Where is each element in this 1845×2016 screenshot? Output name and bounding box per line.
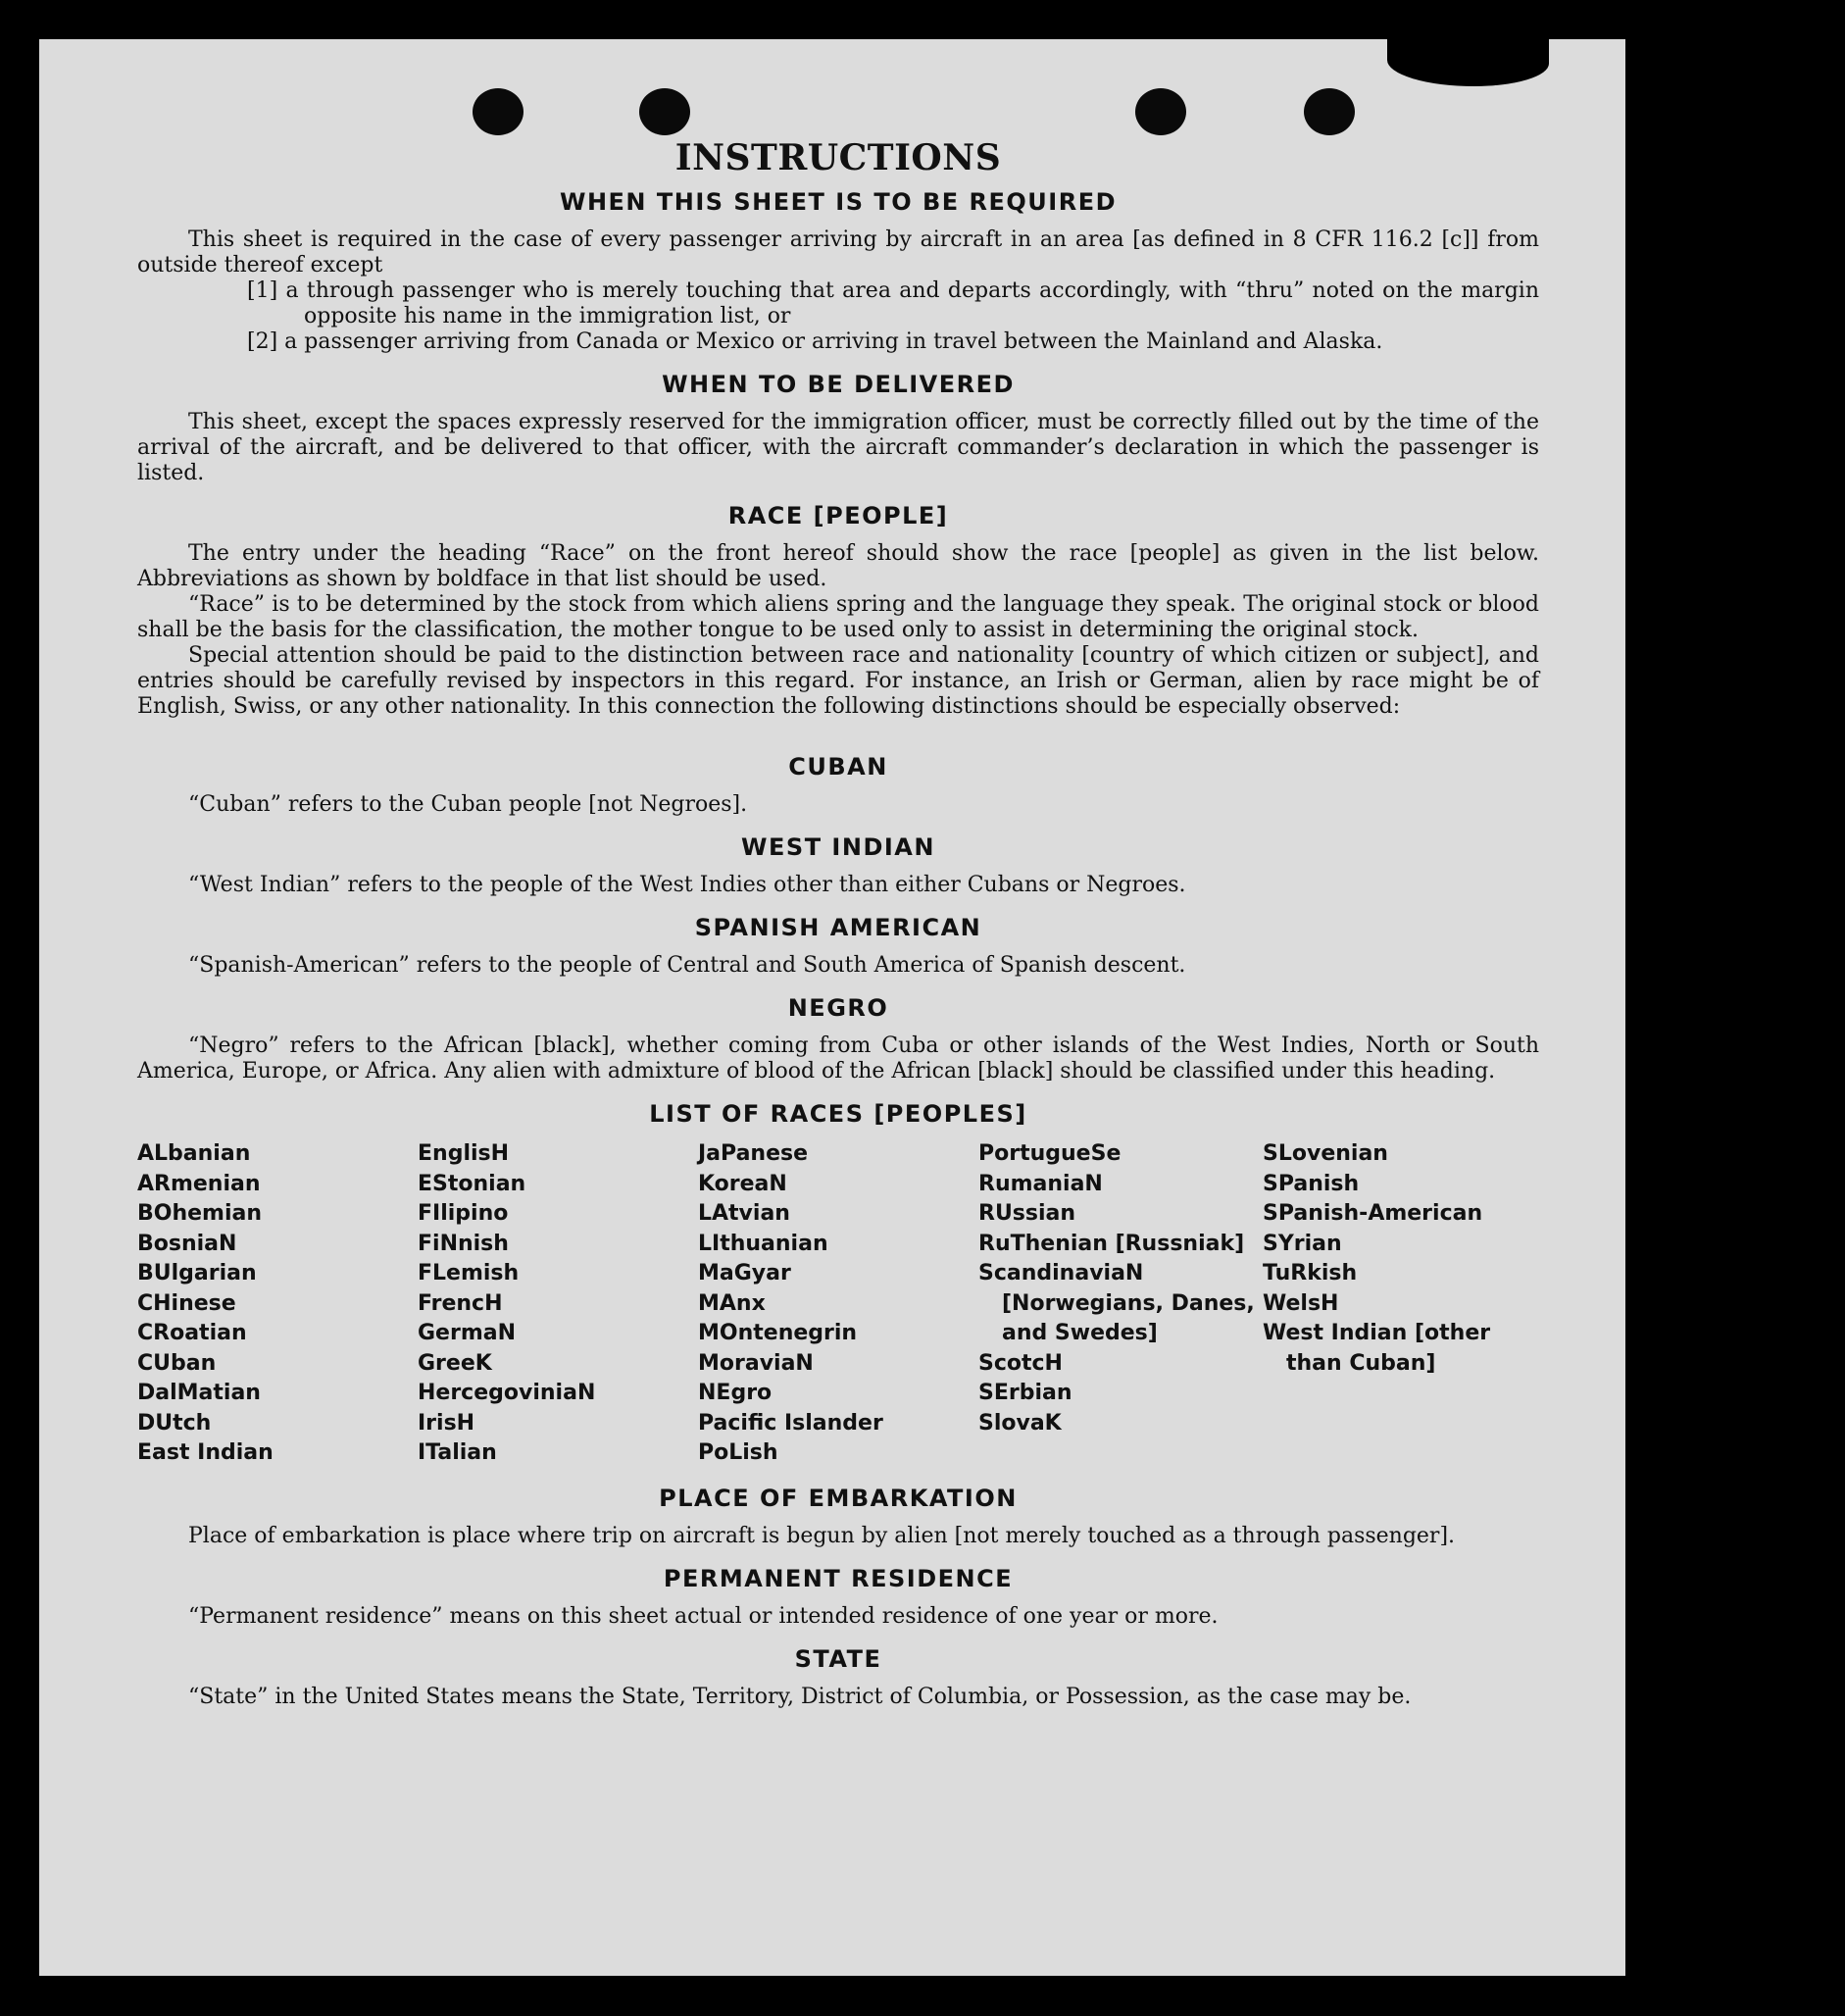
paragraph: “Race” is to be determined by the stock from which aliens spring and the language they speak. The original stock or blood shall be the basis for the classification, the mother tongue to be used only to assist in determining the original stock.: [137, 592, 1539, 642]
races-column: [137, 1139, 418, 1469]
section-heading: SPANISH AMERICAN: [694, 914, 982, 941]
page-title: INSTRUCTIONS: [674, 137, 1002, 178]
punch-hole-icon: [1135, 88, 1186, 135]
paragraph: This sheet, except the spaces expressly reserved for the immigration officer, must be correctly filled out by the time of the arrival of the aircraft, and be delivered to that officer, with the aircraft commander’s declaration in which the passenger is listed.: [137, 410, 1539, 485]
torn-corner: [1387, 37, 1549, 86]
race-item: SLovenian: [1263, 1141, 1388, 1166]
exception-item: [2] a passenger arriving from Canada or Mexico or arriving in travel between the Mainland and Alaska.: [247, 329, 1383, 354]
section-heading: WHEN THIS SHEET IS TO BE REQUIRED: [559, 188, 1118, 216]
paragraph: “Permanent residence” means on this sheet actual or intended residence of one year or more.: [188, 1603, 1219, 1629]
race-item: NEgro: [698, 1381, 773, 1405]
document-content: [137, 137, 1539, 1710]
race-item: EnglisH: [418, 1141, 510, 1166]
races-column: [418, 1139, 698, 1469]
race-item: Pacific Islander: [698, 1410, 883, 1436]
paragraph: Place of embarkation is place where trip on aircraft is begun by alien [not merely touched as a through passenger].: [188, 1523, 1456, 1548]
race-item: IrisH: [418, 1410, 475, 1436]
paragraph: “State” in the United States means the State, Territory, District of Columbia, or Possession, as the case may be.: [188, 1684, 1412, 1709]
paragraph: “West Indian” refers to the people of the West Indies other than either Cubans or Negroes.: [188, 873, 1186, 897]
race-item: RumaniaN: [978, 1171, 1103, 1196]
section-heading: STATE: [794, 1644, 882, 1673]
race-item: CHinese: [137, 1290, 236, 1316]
race-item: SErbian: [978, 1381, 1072, 1405]
race-item: HercegoviniaN: [418, 1381, 596, 1405]
paragraph: “Negro” refers to the African [black], whether coming from Cuba or other islands of the West Indies, North or South America, Europe, or Africa. Any alien with admixture of blood of the African [black] should be classified under this heading.: [137, 1033, 1539, 1084]
race-item: TuRkish: [1263, 1261, 1358, 1285]
race-item: GreeK: [418, 1350, 492, 1376]
section-heading: WHEN TO BE DELIVERED: [662, 371, 1015, 398]
race-item: SYrian: [1263, 1231, 1342, 1256]
race-item: SPanish-American: [1263, 1201, 1483, 1226]
race-item: SPanish: [1263, 1171, 1360, 1196]
section-heading: PERMANENT RESIDENCE: [663, 1564, 1014, 1592]
race-item: KoreaN: [698, 1171, 787, 1196]
race-item: DalMatian: [137, 1381, 261, 1405]
section-heading: PLACE OF EMBARKATION: [659, 1484, 1018, 1512]
races-column: [698, 1139, 978, 1469]
race-item: FrencH: [418, 1290, 503, 1316]
race-item: LAtvian: [698, 1201, 790, 1226]
exception-item: [1] a through passenger who is merely touching that area and departs accordingly, with “thru” noted on the margin opposite his name in the immigration list, or: [247, 278, 1539, 328]
race-item: LIthuanian: [698, 1231, 828, 1256]
race-item: West Indian [other than Cuban]: [1263, 1321, 1491, 1376]
races-column: [978, 1139, 1263, 1469]
section-heading: NEGRO: [787, 994, 889, 1022]
races-list: [137, 1139, 1539, 1469]
race-item: PortugueSe: [978, 1141, 1122, 1166]
document-page: [39, 39, 1625, 1976]
section-heading: RACE [PEOPLE]: [727, 502, 949, 529]
race-item: SlovaK: [978, 1410, 1062, 1436]
race-item: BUlgarian: [137, 1261, 257, 1285]
race-item: MoraviaN: [698, 1350, 814, 1376]
race-item: RuThenian [Russniak]: [978, 1231, 1245, 1256]
paragraph: This sheet is required in the case of every passenger arriving by aircraft in an area [as defined in 8 CFR 116.2 [c]] from outside thereof except: [137, 227, 1539, 277]
section-heading: CUBAN: [788, 753, 888, 781]
race-item: FIlipino: [418, 1201, 509, 1226]
race-item: PoLish: [698, 1440, 778, 1465]
race-item: BosniaN: [137, 1231, 237, 1256]
races-heading: LIST OF RACES [PEOPLES]: [649, 1100, 1027, 1128]
section-heading: WEST INDIAN: [741, 833, 935, 861]
punch-hole-icon: [473, 88, 524, 135]
paragraph: Special attention should be paid to the distinction between race and nationality [country of which citizen or subject], and entries should be carefully revised by inspectors in this regard. For instance, an Irish or German, alien by race might be of English, Swiss, or any other nationality. In this connection the following distinctions should be especially observed:: [137, 643, 1539, 719]
race-item: CUban: [137, 1350, 217, 1376]
race-item: WelsH: [1263, 1290, 1339, 1316]
paragraph: The entry under the heading “Race” on the front hereof should show the race [people] as given in the list below. Abbreviations as shown by boldface in that list should be used.: [137, 541, 1539, 591]
race-item: ARmenian: [137, 1171, 261, 1196]
race-item: BOhemian: [137, 1201, 263, 1226]
race-item: East Indian: [137, 1440, 274, 1465]
race-item: MaGyar: [698, 1261, 791, 1285]
race-item: FiNnish: [418, 1231, 509, 1256]
race-item: CRoatian: [137, 1321, 247, 1345]
race-item: MOntenegrin: [698, 1321, 858, 1345]
race-item: FLemish: [418, 1261, 520, 1285]
race-item: EStonian: [418, 1171, 526, 1196]
races-column: [1263, 1139, 1539, 1469]
race-item: GermaN: [418, 1321, 517, 1345]
race-item: ScandinaviaN [Norwegians, Danes, and Swedes]: [978, 1261, 1255, 1345]
race-item: JaPanese: [698, 1141, 809, 1166]
race-item: RUssian: [978, 1201, 1076, 1226]
paragraph: “Spanish-American” refers to the people of Central and South America of Spanish descent.: [188, 953, 1186, 978]
paragraph: “Cuban” refers to the Cuban people [not Negroes].: [188, 792, 748, 817]
punch-hole-icon: [639, 88, 690, 135]
race-item: DUtch: [137, 1410, 212, 1436]
punch-hole-icon: [1304, 88, 1355, 135]
race-item: ITalian: [418, 1440, 497, 1465]
race-item: ScotcH: [978, 1350, 1063, 1376]
race-item: MAnx: [698, 1290, 766, 1316]
race-item: ALbanian: [137, 1141, 251, 1166]
